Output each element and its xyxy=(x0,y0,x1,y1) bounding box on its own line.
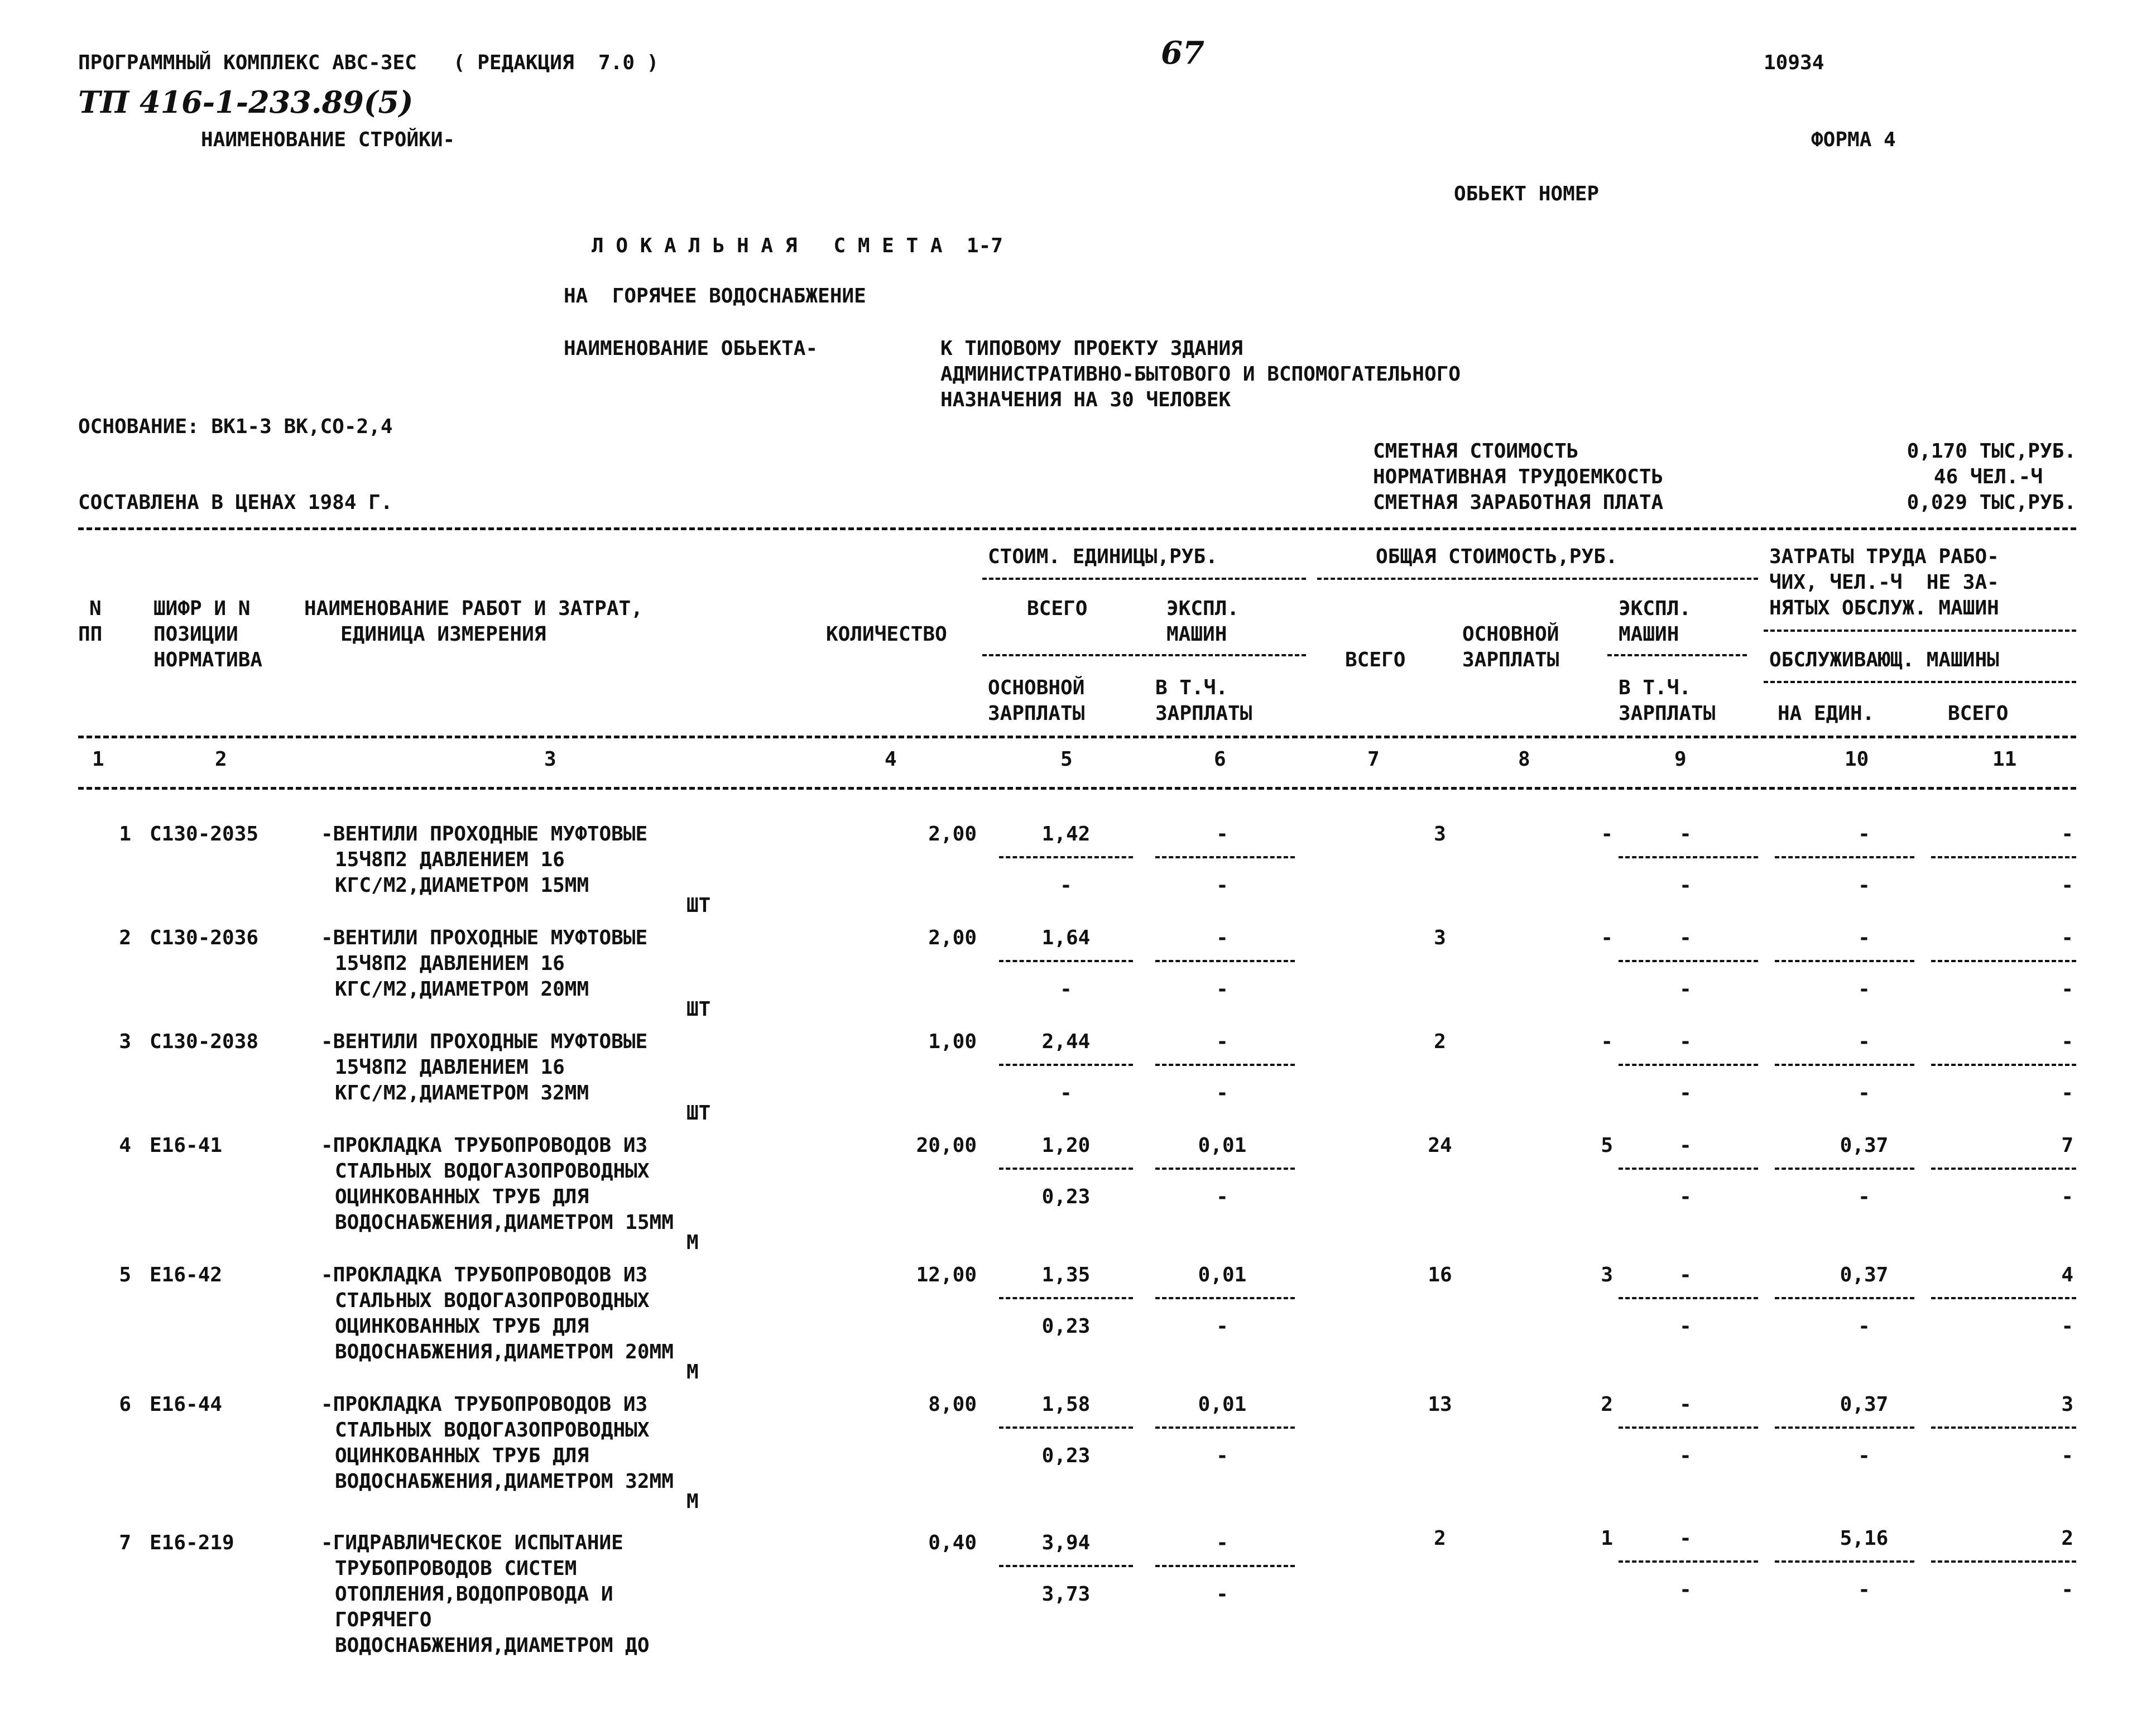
row-unit-incl-wage: - xyxy=(1216,1315,1228,1338)
row-divider xyxy=(1619,960,1758,962)
col-code-label: ПОЗИЦИИ xyxy=(153,623,238,646)
row-number: 3 xyxy=(119,1030,131,1053)
row-unit-machines: 0,01 xyxy=(1198,1264,1247,1286)
row-labor-total-serv: - xyxy=(2061,1578,2073,1601)
labor-serv-label: ОБСЛУЖИВАЮЩ. МАШИНЫ xyxy=(1769,649,1999,671)
object-line: К ТИПОВОМУ ПРОЕКТУ ЗДАНИЯ xyxy=(940,337,1243,360)
col-number: 3 xyxy=(544,748,556,771)
row-quantity: 1,00 xyxy=(928,1030,977,1053)
total-all-label: ВСЕГО xyxy=(1345,649,1406,671)
row-divider xyxy=(1155,1565,1295,1567)
row-labor-total: 3 xyxy=(2061,1393,2073,1416)
row-total-wage: 2 xyxy=(1601,1393,1613,1416)
total-incl-label: В Т.Ч. xyxy=(1619,676,1692,699)
row-labor-total-serv: - xyxy=(2061,1185,2073,1208)
row-unit-total: 1,35 xyxy=(1041,1264,1091,1286)
row-name-line: -ВЕНТИЛИ ПРОХОДНЫЕ МУФТОВЫЕ xyxy=(321,823,648,846)
row-unit-incl-wage: - xyxy=(1216,874,1228,897)
row-unit: ШТ xyxy=(686,998,711,1021)
row-unit-machines: - xyxy=(1216,926,1228,949)
row-labor-total-serv: - xyxy=(2061,1444,2073,1467)
row-total: 2 xyxy=(1434,1030,1446,1053)
col-number: 6 xyxy=(1214,748,1226,771)
row-divider xyxy=(999,1297,1133,1299)
row-unit-incl-wage: - xyxy=(1216,1185,1228,1208)
row-divider xyxy=(1931,1297,2076,1299)
row-labor-unit-serv: - xyxy=(1858,978,1870,1001)
row-labor-total: - xyxy=(2061,823,2073,846)
summary-label: СМЕТНАЯ ЗАРАБОТНАЯ ПЛАТА xyxy=(1373,491,1664,514)
row-unit-machines: - xyxy=(1216,1030,1228,1053)
summary-value: 46 ЧЕЛ.-Ч xyxy=(1933,465,2043,488)
header-rule xyxy=(1764,681,2076,683)
col-number: 5 xyxy=(1060,748,1073,771)
total-mach-label: ЭКСПЛ. xyxy=(1619,597,1692,620)
estimate-subject: НА ГОРЯЧЕЕ ВОДОСНАБЖЕНИЕ xyxy=(564,285,866,308)
total-cost-label: ОБЩАЯ СТОИМОСТЬ,РУБ. xyxy=(1376,545,1618,568)
row-name-line: КГС/М2,ДИАМЕТРОМ 32ММ xyxy=(335,1082,589,1104)
unit-incl-label: В Т.Ч. xyxy=(1155,676,1228,699)
row-divider xyxy=(1931,1168,2076,1170)
row-name-line: КГС/М2,ДИАМЕТРОМ 15ММ xyxy=(335,874,589,897)
row-number: 2 xyxy=(119,926,131,949)
row-total-machines: - xyxy=(1679,1030,1692,1053)
summary-value: 0,029 ТЫС,РУБ. xyxy=(1907,491,2076,514)
col-n-label: ПП xyxy=(78,623,103,646)
prices-note: СОСТАВЛЕНА В ЦЕНАХ 1984 Г. xyxy=(78,491,393,514)
col-number: 4 xyxy=(885,748,897,771)
row-labor-unit: 0,37 xyxy=(1840,1393,1889,1416)
col-number: 10 xyxy=(1845,748,1869,771)
summary-label: СМЕТНАЯ СТОИМОСТЬ xyxy=(1373,440,1579,463)
row-quantity: 12,00 xyxy=(916,1264,977,1286)
row-divider xyxy=(1155,960,1295,962)
row-name-line: СТАЛЬНЫХ ВОДОГАЗОПРОВОДНЫХ xyxy=(335,1289,650,1312)
row-divider xyxy=(1155,1168,1295,1170)
col-number: 9 xyxy=(1674,748,1687,771)
row-total-machines: - xyxy=(1679,926,1692,949)
row-name-line: ОЦИНКОВАННЫХ ТРУБ ДЛЯ xyxy=(335,1315,589,1338)
col-number: 8 xyxy=(1518,748,1530,771)
object-number: ОБЬЕКТ НОМЕР xyxy=(1454,182,1600,205)
row-name-line: -ГИДРАВЛИЧЕСКОЕ ИСПЫТАНИЕ xyxy=(321,1531,623,1554)
row-labor-total: - xyxy=(2061,1030,2073,1053)
row-total-machines: - xyxy=(1679,1264,1692,1286)
row-unit-wage: - xyxy=(1060,978,1072,1001)
row-name-line: ВОДОСНАБЖЕНИЯ,ДИАМЕТРОМ 20ММ xyxy=(335,1341,674,1363)
row-name-line: СТАЛЬНЫХ ВОДОГАЗОПРОВОДНЫХ xyxy=(335,1160,650,1183)
row-labor-unit: - xyxy=(1858,926,1870,949)
row-code: Е16-42 xyxy=(150,1264,223,1286)
row-labor-unit: - xyxy=(1858,823,1870,846)
row-labor-unit: 0,37 xyxy=(1840,1264,1889,1286)
row-total-wage: - xyxy=(1601,1030,1613,1053)
row-divider xyxy=(1619,856,1758,858)
row-unit-machines: - xyxy=(1216,1531,1228,1554)
row-unit-wage: - xyxy=(1060,874,1072,897)
row-unit-machines: 0,01 xyxy=(1198,1134,1247,1157)
row-total-wage: - xyxy=(1601,926,1613,949)
basis: ОСНОВАНИЕ: ВК1-3 ВК,СО-2,4 xyxy=(78,415,393,438)
row-divider xyxy=(1619,1168,1758,1170)
header-top-rule xyxy=(78,527,2076,530)
row-unit-total: 3,94 xyxy=(1041,1531,1091,1554)
row-total-incl-wage: - xyxy=(1679,1578,1692,1601)
row-quantity: 20,00 xyxy=(916,1134,977,1157)
col-name-label: НАИМЕНОВАНИЕ РАБОТ И ЗАТРАТ, xyxy=(304,597,643,620)
row-unit-incl-wage: - xyxy=(1216,978,1228,1001)
unit-total-label: ВСЕГО xyxy=(1027,597,1088,620)
row-name-line: -ПРОКЛАДКА ТРУБОПРОВОДОВ ИЗ xyxy=(321,1264,648,1286)
col-name-label: ЕДИНИЦА ИЗМЕРЕНИЯ xyxy=(340,623,546,646)
row-divider xyxy=(1775,1064,1914,1066)
labor-unit-label: НА ЕДИН. xyxy=(1778,702,1875,725)
row-name-line: ОТОПЛЕНИЯ,ВОДОПРОВОДА И xyxy=(335,1583,613,1606)
row-code: Е16-41 xyxy=(150,1134,223,1157)
row-divider xyxy=(1155,856,1295,858)
row-total-wage: 5 xyxy=(1601,1134,1613,1157)
row-unit-total: 1,58 xyxy=(1041,1393,1091,1416)
row-total: 2 xyxy=(1434,1527,1446,1550)
row-total: 3 xyxy=(1434,823,1446,846)
doc-number: 10934 xyxy=(1764,51,1824,74)
header-rule xyxy=(982,654,1306,656)
row-labor-total: - xyxy=(2061,926,2073,949)
header-rule xyxy=(1317,578,1758,580)
row-name-line: ОЦИНКОВАННЫХ ТРУБ ДЛЯ xyxy=(335,1444,589,1467)
row-labor-total: 2 xyxy=(2061,1527,2073,1550)
col-qty-label: КОЛИЧЕСТВО xyxy=(826,623,947,646)
row-name-line: ГОРЯЧЕГО xyxy=(335,1608,432,1631)
row-total: 3 xyxy=(1434,926,1446,949)
row-name-line: ВОДОСНАБЖЕНИЯ,ДИАМЕТРОМ 32ММ xyxy=(335,1470,674,1493)
row-name-line: -ВЕНТИЛИ ПРОХОДНЫЕ МУФТОВЫЕ xyxy=(321,1030,648,1053)
row-unit-wage: 0,23 xyxy=(1041,1185,1091,1208)
col-number: 1 xyxy=(92,748,104,771)
col-code-label: НОРМАТИВА xyxy=(153,649,263,671)
object-line: АДМИНИСТРАТИВНО-БЫТОВОГО И ВСПОМОГАТЕЛЬНОГО xyxy=(940,363,1461,386)
row-divider xyxy=(999,960,1133,962)
row-unit-total: 1,20 xyxy=(1041,1134,1091,1157)
row-labor-unit: - xyxy=(1858,1030,1870,1053)
row-divider xyxy=(999,1565,1133,1567)
row-total-incl-wage: - xyxy=(1679,1082,1692,1104)
row-name-line: ВОДОСНАБЖЕНИЯ,ДИАМЕТРОМ ДО xyxy=(335,1634,650,1657)
row-number: 7 xyxy=(119,1531,131,1554)
row-divider xyxy=(1931,856,2076,858)
row-labor-unit-serv: - xyxy=(1858,1315,1870,1338)
row-name-line: 15Ч8П2 ДАВЛЕНИЕМ 16 xyxy=(335,952,565,975)
row-unit-total: 1,64 xyxy=(1041,926,1091,949)
row-name-line: -ВЕНТИЛИ ПРОХОДНЫЕ МУФТОВЫЕ xyxy=(321,926,648,949)
col-number: 2 xyxy=(215,748,227,771)
row-unit-machines: 0,01 xyxy=(1198,1393,1247,1416)
row-name-line: ТРУБОПРОВОДОВ СИСТЕМ xyxy=(335,1557,577,1580)
unit-mach-label: МАШИН xyxy=(1166,623,1227,646)
row-labor-total: 4 xyxy=(2061,1264,2073,1286)
row-divider xyxy=(1619,1560,1758,1563)
row-unit: М xyxy=(686,1361,699,1384)
row-total-incl-wage: - xyxy=(1679,1315,1692,1338)
unit-cost-label: СТОИМ. ЕДИНИЦЫ,РУБ. xyxy=(988,545,1218,568)
labor-total-label: ВСЕГО xyxy=(1948,702,2009,725)
row-total-machines: - xyxy=(1679,1134,1692,1157)
row-total-wage: 1 xyxy=(1601,1527,1613,1550)
labor-label: ЗАТРАТЫ ТРУДА РАБО- xyxy=(1769,545,1999,568)
program-line: ПРОГРАММНЫЙ КОМПЛЕКС АВС-3ЕС ( РЕДАКЦИЯ 7.0 ) xyxy=(78,51,659,74)
row-divider xyxy=(1775,1560,1914,1563)
col-number: 11 xyxy=(1992,748,2017,771)
row-total-incl-wage: - xyxy=(1679,874,1692,897)
row-divider xyxy=(999,1064,1133,1066)
row-divider xyxy=(1619,1426,1758,1429)
row-divider xyxy=(1775,1297,1914,1299)
header-rule xyxy=(1607,654,1747,656)
row-number: 4 xyxy=(119,1134,131,1157)
page-number: 67 xyxy=(1161,35,1204,71)
row-labor-total-serv: - xyxy=(2061,978,2073,1001)
unit-wage-label: ОСНОВНОЙ xyxy=(988,676,1085,699)
total-incl-label: ЗАРПЛАТЫ xyxy=(1619,702,1716,725)
row-unit-wage: 0,23 xyxy=(1041,1315,1091,1338)
row-name-line: -ПРОКЛАДКА ТРУБОПРОВОДОВ ИЗ xyxy=(321,1393,648,1416)
header-mid-rule xyxy=(78,736,2076,738)
row-total-machines: - xyxy=(1679,823,1692,846)
row-divider xyxy=(1775,1426,1914,1429)
summary-value: 0,170 ТЫС,РУБ. xyxy=(1907,440,2076,463)
row-divider xyxy=(999,1168,1133,1170)
row-code: С130-2038 xyxy=(150,1030,259,1053)
unit-mach-label: ЭКСПЛ. xyxy=(1166,597,1240,620)
row-code: С130-2036 xyxy=(150,926,259,949)
row-labor-total: 7 xyxy=(2061,1134,2073,1157)
header-rule xyxy=(1764,630,2076,632)
row-number: 1 xyxy=(119,823,131,846)
row-code: Е16-219 xyxy=(150,1531,234,1554)
row-total-incl-wage: - xyxy=(1679,1185,1692,1208)
col-number: 7 xyxy=(1367,748,1380,771)
row-divider xyxy=(1155,1297,1295,1299)
row-labor-unit: 0,37 xyxy=(1840,1134,1889,1157)
row-labor-total-serv: - xyxy=(2061,874,2073,897)
row-total-incl-wage: - xyxy=(1679,978,1692,1001)
row-labor-unit-serv: - xyxy=(1858,1444,1870,1467)
row-number: 6 xyxy=(119,1393,131,1416)
total-mach-label: МАШИН xyxy=(1619,623,1679,646)
row-total-incl-wage: - xyxy=(1679,1444,1692,1467)
unit-incl-label: ЗАРПЛАТЫ xyxy=(1155,702,1252,725)
row-unit-incl-wage: - xyxy=(1216,1444,1228,1467)
row-unit-machines: - xyxy=(1216,823,1228,846)
row-unit-wage: 0,23 xyxy=(1041,1444,1091,1467)
row-divider xyxy=(1931,1560,2076,1563)
row-name-line: ОЦИНКОВАННЫХ ТРУБ ДЛЯ xyxy=(335,1185,589,1208)
row-labor-unit-serv: - xyxy=(1858,1185,1870,1208)
row-divider xyxy=(999,856,1133,858)
row-divider xyxy=(1775,856,1914,858)
row-name-line: -ПРОКЛАДКА ТРУБОПРОВОДОВ ИЗ xyxy=(321,1134,648,1157)
row-name-line: 15Ч8П2 ДАВЛЕНИЕМ 16 xyxy=(335,848,565,871)
row-quantity: 2,00 xyxy=(928,926,977,949)
row-unit-wage: - xyxy=(1060,1082,1072,1104)
row-divider xyxy=(1931,1426,2076,1429)
object-label: НАИМЕНОВАНИЕ ОБЬЕКТА- xyxy=(564,337,818,360)
row-labor-total-serv: - xyxy=(2061,1315,2073,1338)
total-wage-label: ЗАРПЛАТЫ xyxy=(1462,649,1559,671)
row-name-line: ВОДОСНАБЖЕНИЯ,ДИАМЕТРОМ 15ММ xyxy=(335,1211,674,1234)
row-total: 16 xyxy=(1428,1264,1452,1286)
form-label: ФОРМА 4 xyxy=(1811,128,1896,151)
row-code: С130-2035 xyxy=(150,823,259,846)
row-quantity: 2,00 xyxy=(928,823,977,846)
unit-wage-label: ЗАРПЛАТЫ xyxy=(988,702,1085,725)
row-name-line: 15Ч8П2 ДАВЛЕНИЕМ 16 xyxy=(335,1056,565,1079)
row-total: 24 xyxy=(1428,1134,1452,1157)
row-total-machines: - xyxy=(1679,1527,1692,1550)
row-divider xyxy=(999,1426,1133,1429)
row-unit-wage: 3,73 xyxy=(1041,1583,1091,1606)
col-n-label: N xyxy=(89,597,102,620)
row-total-wage: 3 xyxy=(1601,1264,1613,1286)
labor-label: ЧИХ, ЧЕЛ.-Ч НЕ ЗА- xyxy=(1769,571,1999,594)
row-divider xyxy=(1775,960,1914,962)
row-unit: ШТ xyxy=(686,1102,711,1125)
row-divider xyxy=(1619,1064,1758,1066)
row-labor-unit-serv: - xyxy=(1858,1082,1870,1104)
row-total-machines: - xyxy=(1679,1393,1692,1416)
row-divider xyxy=(1155,1426,1295,1429)
row-total: 13 xyxy=(1428,1393,1452,1416)
header-rule xyxy=(982,578,1306,580)
row-labor-total-serv: - xyxy=(2061,1082,2073,1104)
row-unit-incl-wage: - xyxy=(1216,1583,1228,1606)
row-divider xyxy=(1155,1064,1295,1066)
labor-label: НЯТЫХ ОБСЛУЖ. МАШИН xyxy=(1769,597,1999,619)
summary-label: НОРМАТИВНАЯ ТРУДОЕМКОСТЬ xyxy=(1373,465,1664,488)
row-divider xyxy=(1619,1297,1758,1299)
row-labor-unit: 5,16 xyxy=(1840,1527,1889,1550)
row-divider xyxy=(1775,1168,1914,1170)
total-wage-label: ОСНОВНОЙ xyxy=(1462,623,1559,646)
row-unit: М xyxy=(686,1490,699,1513)
row-number: 5 xyxy=(119,1264,131,1286)
header-bottom-rule xyxy=(78,787,2076,790)
row-labor-unit-serv: - xyxy=(1858,874,1870,897)
row-name-line: КГС/М2,ДИАМЕТРОМ 20ММ xyxy=(335,978,589,1001)
row-quantity: 8,00 xyxy=(928,1393,977,1416)
row-total-wage: - xyxy=(1601,823,1613,846)
handwritten-code: ТП 416-1-233.89(5) xyxy=(78,84,414,120)
row-divider xyxy=(1931,1064,2076,1066)
construction-name: НАИМЕНОВАНИЕ СТРОЙКИ- xyxy=(201,128,455,151)
row-unit: М xyxy=(686,1231,699,1254)
object-line: НАЗНАЧЕНИЯ НА 30 ЧЕЛОВЕК xyxy=(940,388,1231,411)
row-unit-total: 1,42 xyxy=(1041,823,1091,846)
col-code-label: ШИФР И N xyxy=(153,597,251,620)
row-quantity: 0,40 xyxy=(928,1531,977,1554)
row-divider xyxy=(1931,960,2076,962)
row-unit-incl-wage: - xyxy=(1216,1082,1228,1104)
row-unit: ШТ xyxy=(686,894,711,917)
row-unit-total: 2,44 xyxy=(1041,1030,1091,1053)
estimate-title: Л О К А Л Ь Н А Я С М Е Т А 1-7 xyxy=(592,234,1003,257)
row-labor-unit-serv: - xyxy=(1858,1578,1870,1601)
row-name-line: СТАЛЬНЫХ ВОДОГАЗОПРОВОДНЫХ xyxy=(335,1419,650,1442)
row-code: Е16-44 xyxy=(150,1393,223,1416)
